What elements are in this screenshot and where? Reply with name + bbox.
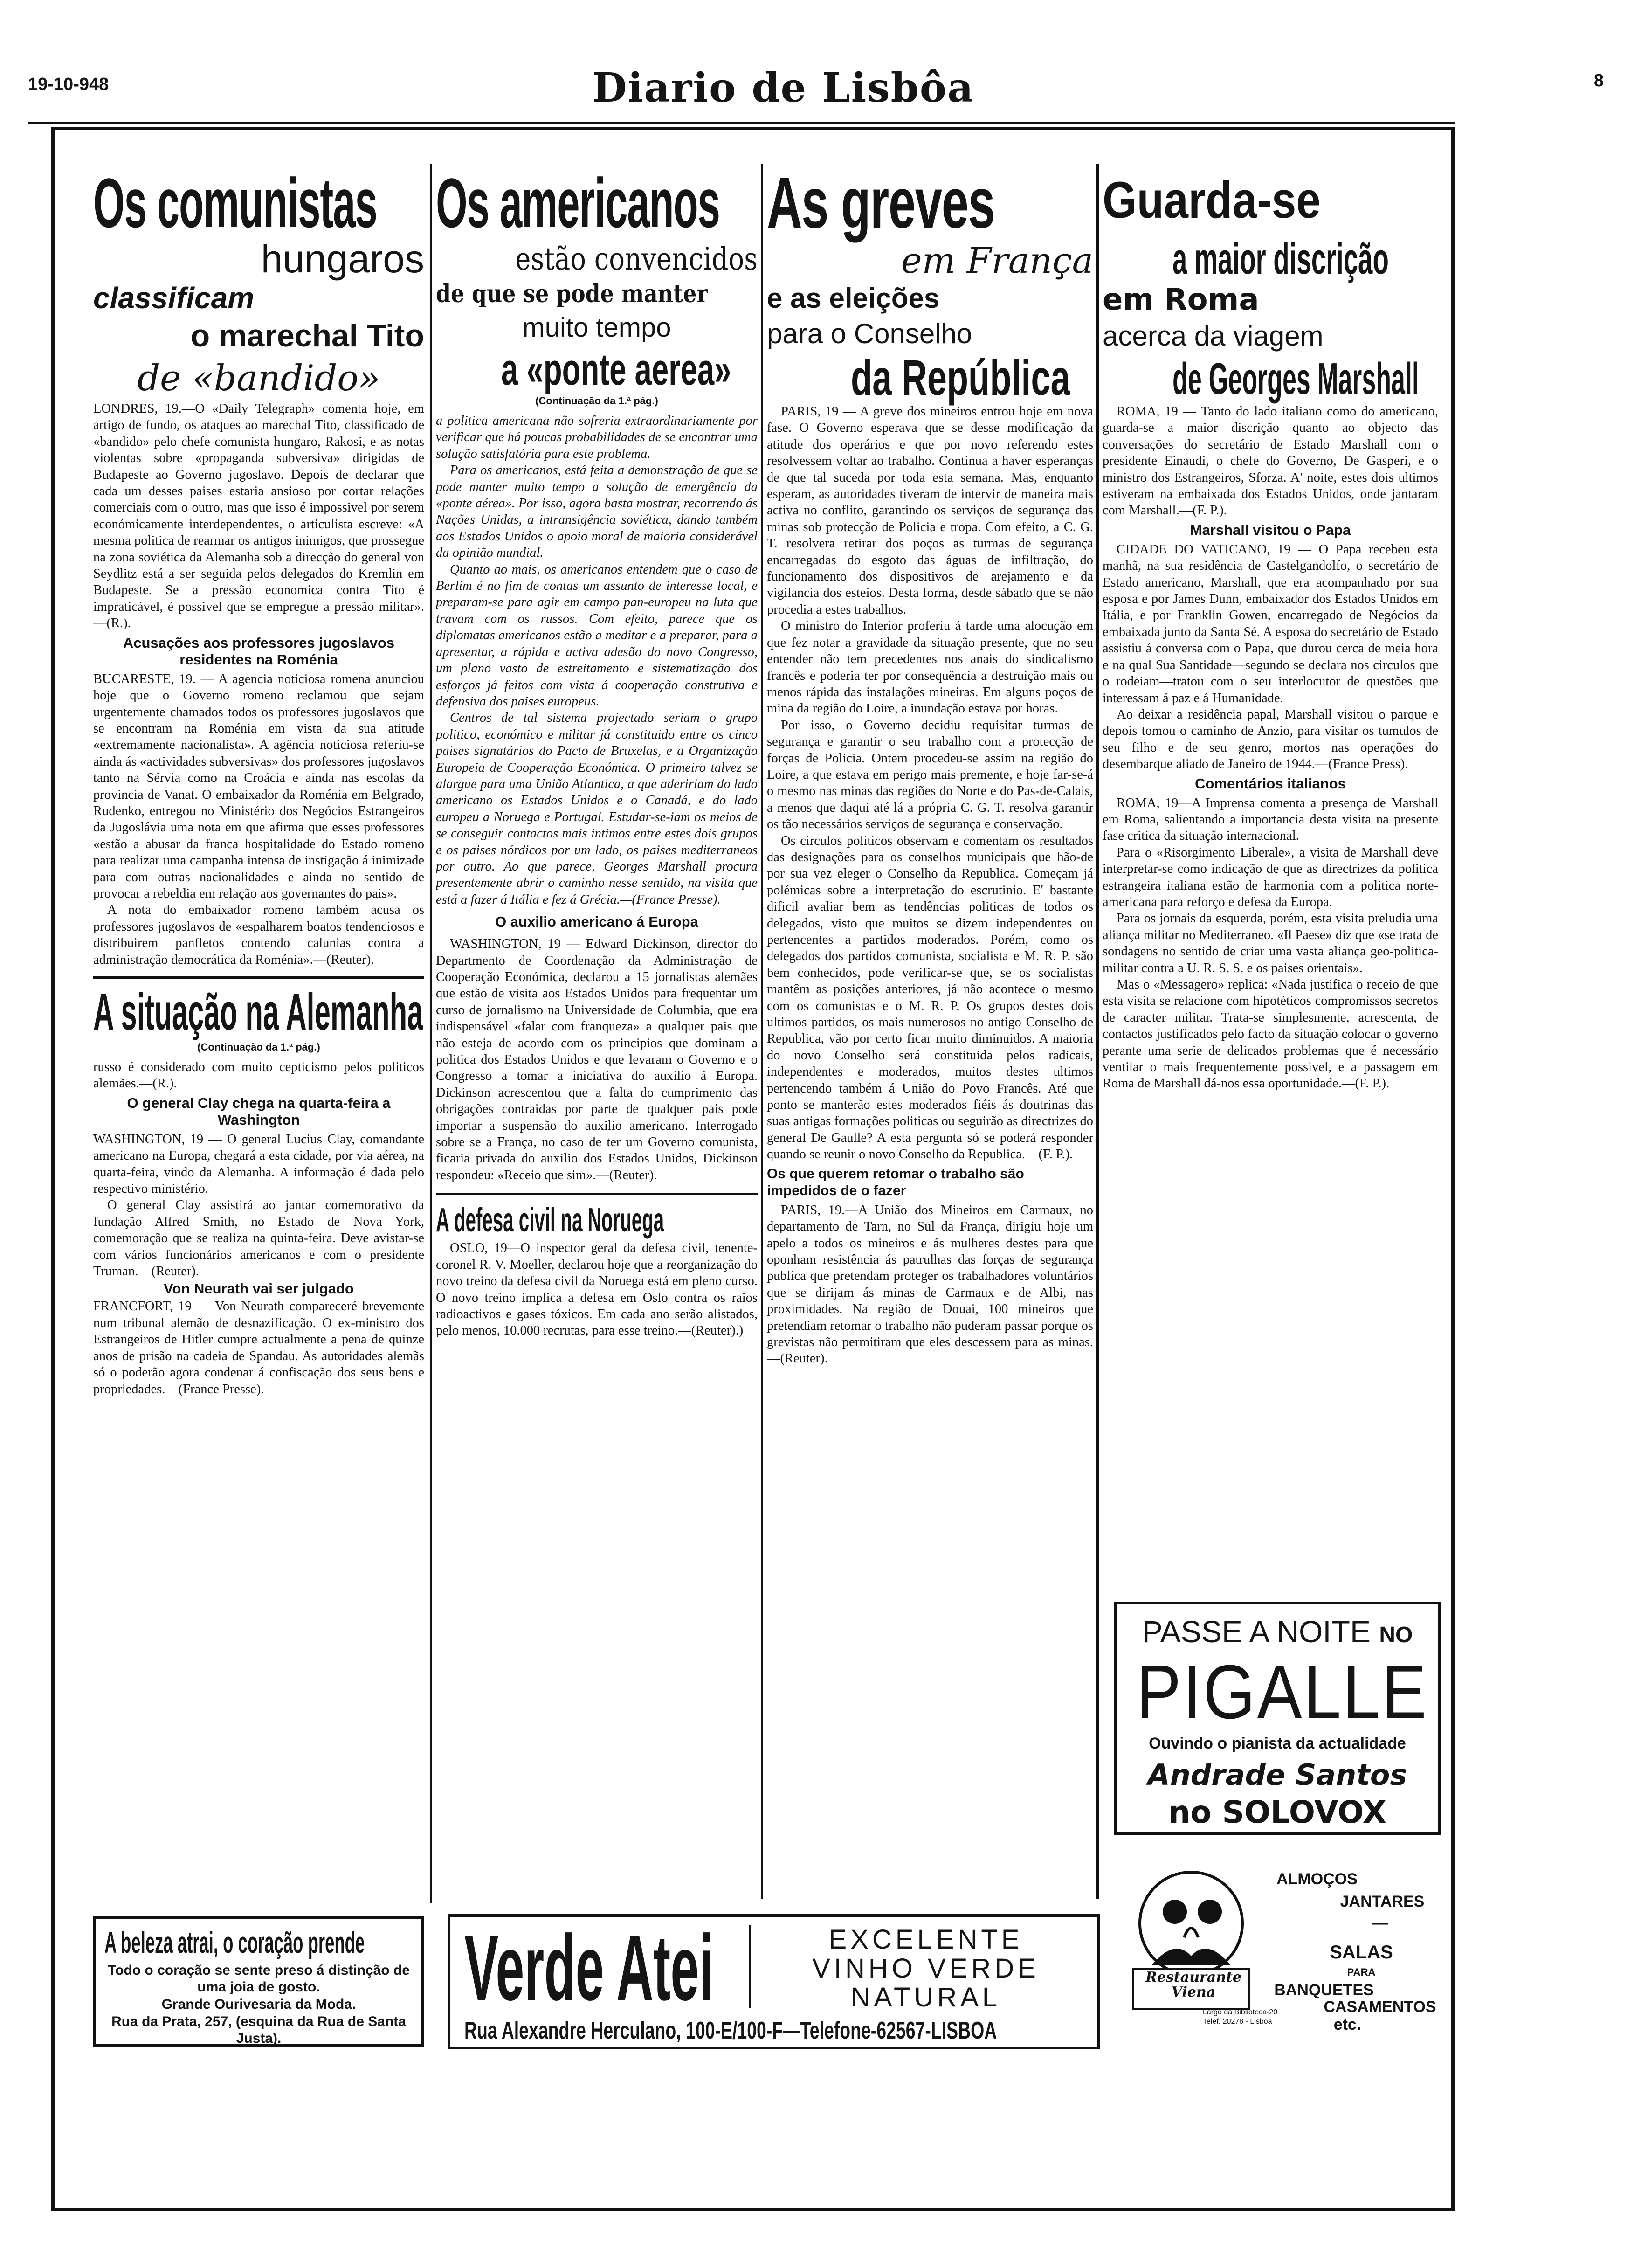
column-2 (436, 166, 758, 1900)
article-paragraph: ROMA, 19 — Tanto do lado italiano como do americano, guarda-se a maior discrição quanto ao objecto das conversações do secretário de Estado Marshall com o presidente Einaudi, o chefe do Governo, De Gasperi, e o ministro dos Estrangeiros, Sforza. A' noite, estes dois ultimos estiveram na embaixada dos Estados Unidos, onde jantaram com Marshall.—(F. P.). (1103, 404, 1438, 518)
ad-text: Andrade Santos (1147, 1758, 1407, 1792)
article-paragraph: Por isso, o Governo decidiu requisitar turmas de segurança e garantir o seu trabalho com a protecção de forças de Policia. Ontem procedeu-se assim na região do Loire, a que estava em perigo mais premente, e hoje far-se-á o mesmo nas minas das regiões do Norte e do Pas-de-Calais, a menos que daqui até lá a própria C. G. T. resolva garantir os tão necessários serviços de segurança e conservação. (767, 718, 1093, 832)
headline-line: acerca da viagem (1103, 320, 1324, 352)
headline-line: o marechal Tito (190, 318, 424, 353)
article-paragraph: LONDRES, 19.—O «Daily Telegraph» comenta hoje, em artigo de fundo, os ataques ao marechal Tito, classificado de «bandido» pelo chefe comunista hungaro, Rakosi, e as notas violentas sobre «propaganda subversiva» dirigidas de Budapeste ao Governo jugoslavo. Depois de declarar que cada um desses paises estaria ansioso por cortar relações comerciais com o outro, mas que isso é impossivel por serem económicamente interdependentes, o articulista escreve: «A mesma politica de rearmar os antigos inimigos, que prossegue na zona soviética da Alemanha sob a direcção do general von Seydlitz está a ser seguida pelos delegados do Kremlin em Budapeste. Se a pressão economica contra Tito é impraticável, é possivel que se empregue a pressão militar».—(R.). (93, 401, 424, 631)
ad-brand-name: PIGALLE (1136, 1649, 1428, 1735)
article-paragraph: a politica americana não sofreria extraordinariamente por verificar que há poucas probabilidades de se encontrar uma solução satisfatória para este problema. (436, 414, 758, 461)
masthead-rule (28, 122, 1455, 124)
headline-main: Guarda-se (1103, 172, 1321, 229)
article-paragraph: WASHINGTON, 19 — O general Lucius Clay, comandante americano na Europa, chegará a esta cidade, por via aérea, na quarta-feira, vindo da Alemanha. A informação é dada pelo respectivo ministério. (93, 1132, 424, 1196)
ad-divider (749, 1925, 751, 2008)
article-paragraph: Ao deixar a residência papal, Marshall visitou o parque e depois tomou o caminho de Anzio, para visitar os tumulos de seu filho e de seu genro, mortos nas operações do desembarque aliado de Janeiro de 1944.—(France Press). (1103, 707, 1438, 772)
ad-text: EXCELENTE (828, 1924, 1023, 1955)
article-paragraph: OSLO, 19—O inspector geral da defesa civil, tenente-coronel R. V. Moeller, declarou hoje que a reorganização do novo treino da defesa civil da Noruega está em pleno curso. O novo treino implica a defesa em Oslo contra os raios radioactivos e gases tóxicos. Em cada ano serão alistados, pelo menos, 10.000 recrutas, para esse treino.—(Reuter).) (436, 1241, 758, 1338)
ad-text: Ouvindo o pianista da actualidade (1149, 1735, 1406, 1752)
article-paragraph: Para o «Risorgimento Liberale», a visita de Marshall deve interpretar-se como indicação de que as directrizes da politica estrangeira italiana estão de harmonia com a politica norte-americana para reforço e defesa da Europa. (1103, 845, 1438, 909)
headline-line: a maior discrição (1172, 234, 1389, 283)
article-paragraph: ROMA, 19—A Imprensa comenta a presença de Marshall em Roma, salientando a importancia desta visita na presente fase critica da situação internacional. (1103, 795, 1438, 844)
logo-text: Largo da Biblioteca-20 (1203, 2008, 1278, 2016)
headline-line: a «ponte aerea» (501, 345, 731, 394)
article-paragraph: BUCARESTE, 19. — A agencia noticiosa romena anunciou hoje que o Governo romeno reclamou que sejam urgentemente chamados todos os professores jugoslavos que se encontram na Roménia em vista da sua atitude «extremamente nacionalista». A agência noticiosa referiu-se ainda ás «actividades subversivas» dos professores jugoslavos tanto na Sérvia como na Croácia e ainda nas escolas da provincia de Vanat. O embaixador da Roménia em Belgrado, Rudenko, entregou no Ministério dos Negócios Estrangeiros da Jugoslávia uma nota em que afirma que esses professores «estão a abusar da franca hospitalidade do Estado romeno para realizar uma campanha intensa de instigação á inimizade para com outras nacionalidades e ainda no sentido de provocar a rebeldia em relação aos governantes do pais». (93, 671, 424, 901)
ad-brand-name: Verde Atei (464, 1916, 713, 2020)
headline-line: da República (851, 349, 1070, 406)
logo-text: Restaurante (1145, 1969, 1241, 1985)
column-4 (1103, 166, 1438, 1574)
headline-main: Os comunistas (93, 166, 377, 242)
logo-text: Telef. 20278 - Lisboa (1203, 2018, 1272, 2026)
page-number: 8 (1593, 71, 1604, 90)
ad-text: NATURAL (850, 1982, 1001, 2012)
ad-text: — (1372, 1914, 1388, 1932)
ad-text: ALMOÇOS (1276, 1870, 1358, 1888)
article-paragraph: Quanto ao mais, os americanos entendem que o caso de Berlim é no fim de contas um assunto de interesse local, e preparam-se para agir em campo pan-europeu na luta que travam com os russos. Com efeito, parece que os diplomatas americanos estão a meditar e a preparar, para a apresentar, a rápida e activa adesão do novo Congresso, um plano vasto de estreitamento e sistematização dos esforços já feitos com vista á cooperação construtiva e defensiva dos paises europeus. (436, 562, 758, 709)
column-separator (430, 164, 432, 1903)
headline-line: e as eleições (767, 283, 940, 314)
ad-business-name: Grande Ourivesaria da Moda. (161, 1997, 356, 2012)
column-3 (767, 166, 1093, 1900)
article-paragraph: Para os americanos, está feita a demonstração de que se pode manter muito tempo a solução de emergência da «ponte aérea». Por isso, agora basta mostrar, recorrendo ás Nações Unidas, a intransigência soviética, dando também aos Estados Unidos o apoio moral de maioria considerável da opinião mundial. (436, 463, 758, 560)
article-paragraph: Para os jornais da esquerda, porém, esta visita preludia uma aliança militar no Mediterraneo. «Il Paese» diz que «se trata de sondagens no sentido de criar uma vasta aliança geo-politica-militar contra a U. R. S. S. e os paises orientais». (1103, 911, 1438, 975)
subheading: O auxilio americano á Europa (495, 913, 698, 930)
article-paragraph: Mas o «Messagero» replica: «Nada justifica o receio de que esta visita se relacione com hipotéticos compromissos secretos de caracter militar. Trata-se simplesmente, acrescenta, de contactos justificados pelo facto da situação colocar o governo perante uma serie de delicados problemas que é necessário ventilar o mais frequentemente possivel, e a passagem em Roma de Marshall dá-nos essa oportunidade.—(F. P.). (1103, 977, 1438, 1091)
headline-secondary: A situação na Alemanha (93, 983, 423, 1041)
article-paragraph: russo é considerado com muito cepticismo pelos politicos alemães.—(R.). (93, 1060, 424, 1091)
ad-text: PARA (1347, 1966, 1376, 1978)
article-paragraph: O ministro do Interior proferiu á tarde uma alocução em que fez notar a gravidade da situação presente, que no seu entender não tem precedentes nos anais do sindicalismo francês e poderia ter por consequência a destruição mais ou menos rápida das instalações mineiras. Em alguns poços de mina da região do Loire, a inundação estava por horas. (767, 619, 1093, 716)
ad-address: Rua Alexandre Herculano, 100-E/100-F—Telefone-62567-LISBOA (464, 2017, 997, 2044)
headline-line: estão convencidos (515, 241, 758, 277)
subheading: Marshall visitou o Papa (1190, 521, 1351, 538)
article-paragraph: WASHINGTON, 19 — Edward Dickinson, director do Departmento de Coordenação da Administração de Cooperação Económica, declarou a 15 jornalistas alemães que estão de visita aos Estados Unidos para frequentar um curso de jornalismo na Universidade de Columbia, que era indispensável «falar com franqueza» a qualquer pais que não esteja de acordo com os principios que dominam a politica dos Estados Unidos e que levaram o Governo e o Congresso a tomar a iniciativa do auxilio á Europa. Dickinson acrescentou que a falta do cumprimento das obrigações contraidas por parte de qualquer pais pode importar a suspensão do auxilio americano. Interrogado sobre se a França, no caso de ter um Governo comunista, ficaria privada do auxilio dos Estados Unidos, Dickinson respondeu: «Receio que sim».—(Reuter). (436, 937, 758, 1182)
ad-text: BANQUETES (1274, 1981, 1374, 1999)
ad-text: no SOLOVOX (1168, 1794, 1386, 1830)
headline-line: de Georges Marshall (1172, 354, 1419, 404)
logo-text: Viena (1171, 1984, 1216, 2000)
article-paragraph: A nota do embaixador romeno também acusa os professores jugoslavos de «espalharem boatos tendenciosos e distribuirem panfletos contendo calunias contra a administração democrática da Roménia».—(Reuter). (93, 903, 424, 967)
headline-main: As greves (767, 166, 995, 243)
ad-text: PASSE A NOITE NO (1142, 1614, 1413, 1649)
masthead-title: Diario de Lisbôa (592, 64, 974, 111)
ad-restaurante-viena (1114, 1858, 1441, 2045)
headline-line: classificam (93, 281, 255, 315)
section-rule (436, 1193, 758, 1195)
section-rule (93, 976, 424, 979)
headline-main: Os americanos (436, 166, 720, 242)
ad-text: CASAMENTOS (1324, 1998, 1436, 2016)
article-paragraph: CIDADE DO VATICANO, 19 — O Papa recebeu esta manhã, na sua residência de Castelgandolfo, o secretário de Estado americano, Marshall, que era acompanhado por sua esposa e por James Dunn, embaixador dos Estados Unidos em Itália, e por Franklin Gowen, encarregado de Negócios da embaixada junto da Santa Sé. A esposa do secretário de Estado assistiu á conversa com o Papa, que durou cerca de meia hora e na qual Sua Santidade—segundo se declara nos circulos que o rodeiam—tratou com o seu interlocutor de questões que interessam á paz e á Humanidade. (1103, 542, 1438, 705)
article-paragraph: PARIS, 19 — A greve dos mineiros entrou hoje em nova fase. O Governo esperava que se desse modificação da atitude dos operários e que por novo referendo estes resolvessem voltar ao trabalho. Continua a haver esperanças de que tal suceda por toda esta semana. Mas, enquanto esperam, as autoridades tiveram de intervir de maneira mais activa no conflito, garantindo os serviços de segurança das minas sob protecção de Policia e tropa. Com efeito, a C. G. T. resolvera retirar dos poços as turmas de segurança encarregadas do esgoto das águas de infiltração, do funcionamento dos dispositivos de arejamento e da vigilancia dos esteios. Desta forma, desde sábado que se não procedia a estes trabalhos. (767, 404, 1093, 617)
headline-line: de que se pode manter (436, 280, 708, 308)
subheading: Acusações aos professores jugoslavos residentes na Roménia (123, 634, 395, 668)
subheading: Comentários italianos (1195, 775, 1346, 792)
ad-text: etc. (1333, 2016, 1361, 2033)
headline-line: para o Conselho (767, 318, 972, 349)
subheading: Os que querem retomar o trabalho são impedidos de o fazer (767, 1166, 1024, 1198)
ad-text: JANTARES (1340, 1893, 1425, 1910)
column-separator (761, 164, 763, 1899)
ad-verde-atei (448, 1914, 1100, 2049)
ad-headline: A beleza atrai, o coração prende (104, 1926, 365, 1959)
column-1 (93, 166, 424, 1891)
article-paragraph: FRANCFORT, 19 — Von Neurath compareceré brevemente num tribunal alemão de desnazificação. O ex-ministro dos Estrangeiros de Hitler cumpre actualmente a pena de quinze anos de prisão na cadeia de Spandau. As autoridades alemãs só o poderão agora condenar á confiscação dos seus bens e propriedades.—(France Presse). (93, 1299, 424, 1397)
column-separator (1096, 164, 1099, 1899)
article-paragraph: PARIS, 19.—A União dos Mineiros em Carmaux, no departamento de Tarn, no Sul da França, dirigiu hoje um apelo a todos os mineiros e ás mulheres destes para que oponham resistência ás patrulhas das forças de segurança publica que pretendam proteger os trabalhadores voluntários que se dirijam ás minas de Carmaux e de Albi, nas proximidades. Na região de Douai, 100 mineiros que pretendiam retomar o trabalho não puderam passar porque os grevistas não permitiram que eles descessem para as minas.—(Reuter). (767, 1203, 1093, 1366)
ad-text: VINHO VERDE (812, 1953, 1040, 1984)
ad-ourivesaria (93, 1916, 424, 2047)
ad-text: SALAS (1330, 1942, 1393, 1963)
subheading: Von Neurath vai ser julgado (164, 1280, 354, 1297)
headline-line: em Roma (1103, 283, 1259, 317)
article-paragraph: Centros de tal sistema projectado seriam o grupo politico, económico e militar já constituido entre os cinco paises signatários do Pacto de Bruxelas, e a Organização Europeia de Cooperação Económica. O primeiro talvez se alargue para uma União Atlantica, a que adeririam do lado americano os Estados Unidos e o Canadá, e do lado europeu a Noruega e Portugal. Estudar-se-iam os meios de se conseguir contactos mais intimos entre estes dois grupos e os paises nórdicos por um lado, os paises mediterraneos por outro. Ao que parece, Georges Marshall procura presentemente abrir o caminho nesse sentido, na visita que está a fazer á Itália e fez á Grécia.—(France Presse). (436, 711, 758, 907)
continuation-note: (Continuação da 1.ª pág.) (535, 395, 658, 407)
ad-text: Todo o coração se sente preso á distinção de uma joia de gosto. (108, 1963, 410, 1995)
issue-date: 19-10-948 (28, 75, 109, 94)
ad-pigalle (1114, 1602, 1441, 1835)
headline-line: muito tempo (522, 312, 671, 343)
article-paragraph: O general Clay assistirá ao jantar comemorativo da fundação Alfred Smith, no Estado de Nova York, comemoração que se realiza na quinta-feira. Deve avistar-se com vários funcionários americanos e com o presidente Truman.—(Reuter). (93, 1198, 424, 1279)
article-paragraph: Os circulos politicos observam e comentam os resultados das designações para os conselhos municipais que hão-de por sua vez eleger o Conselho da Republica. Começam já polémicas sobre a interpretação do escrutinio. E' bastante dificil avaliar bem as tendências politicas de todos os delegados, visto que muitos se dizem independentes ou pertencentes a partidos moderados. Porém, como os delegados dos partidos comunista, socialista e M. R. P. são bem conhecidos, pode verificar-se que, se os socialistas mantêm as posições anteriores, já não acontece o mesmo com os comunistas e o M. R. P. Os grupos destes dois ultimos partidos, os mais numerosos no antigo Conselho de Republica, vão por certo ficar muito diminuidos. A maioria do novo Conselho será constituida pelos radicais, independentes e moderados, muitos destes ultimos pertencendo também á União do Povo Francês. Até que ponto se manterão estes moderados fiéis ás doutrinas das suas antigas formações politicas ou seguirão as directrizes do general De Gaulle? A esta pergunta só se poderá responder quando se reunir o novo Conselho da Republica.—(F. P.). (767, 833, 1093, 1162)
headline-line: em França (901, 240, 1093, 281)
headline-line: hungaros (261, 237, 424, 281)
ad-address: Rua da Prata, 257, (esquina da Rua de Santa Justa). (111, 2014, 406, 2046)
continuation-note: (Continuação da 1.ª pág.) (197, 1041, 320, 1053)
headline-line: de «bandido» (137, 357, 380, 399)
headline-secondary: A defesa civil na Noruega (436, 1202, 664, 1239)
subheading: O general Clay chega na quarta-feira a Washington (127, 1094, 391, 1128)
